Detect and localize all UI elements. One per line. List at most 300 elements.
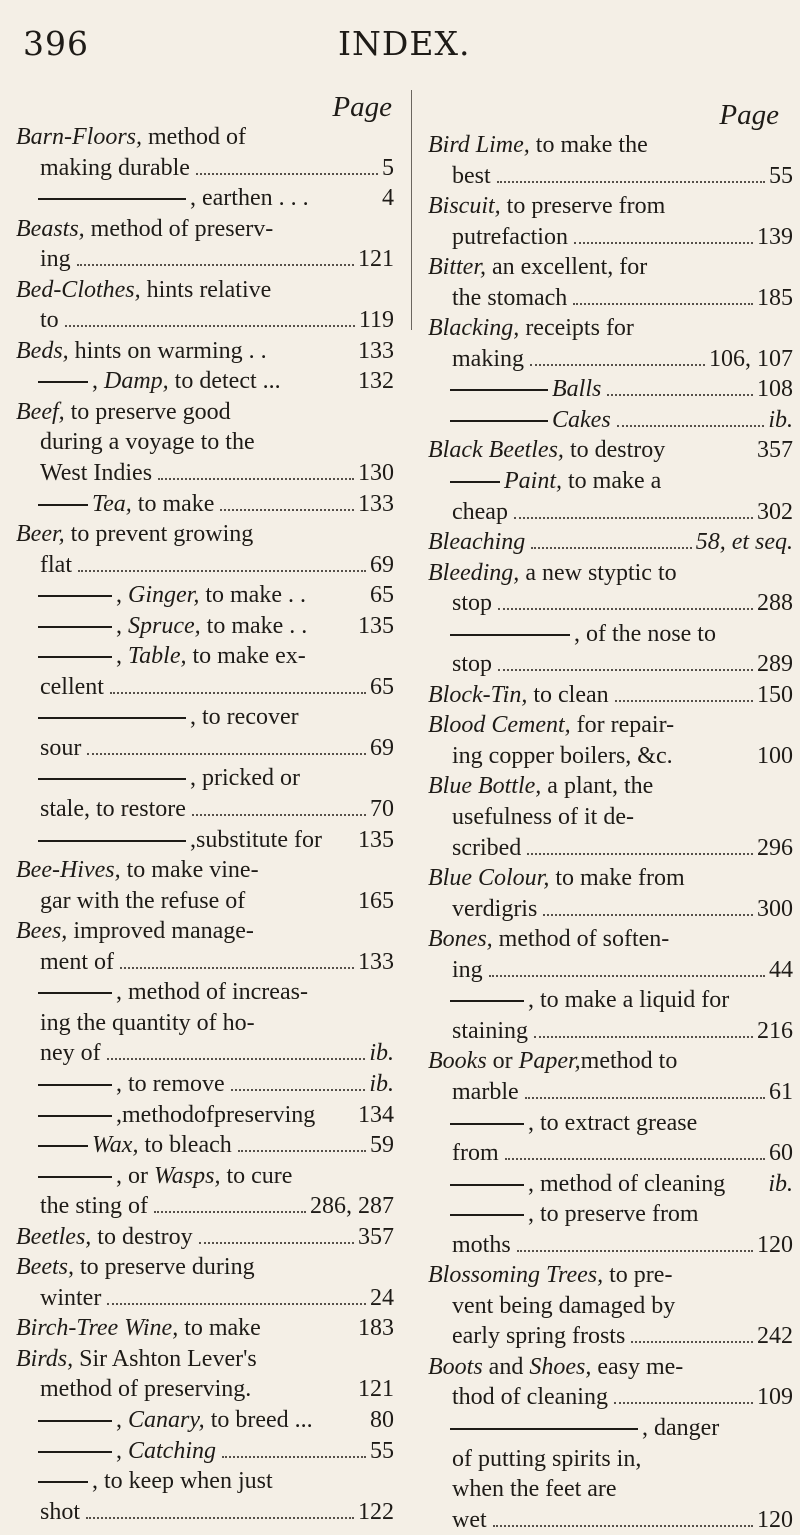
index-text: cellent	[40, 673, 104, 700]
index-text: putrefaction	[452, 223, 568, 250]
page-reference: 65	[370, 673, 394, 700]
ditto-dash	[450, 389, 548, 391]
index-term: Block-Tin,	[428, 681, 528, 708]
page-reference: 121	[358, 1376, 394, 1403]
index-text: , pricked or	[190, 765, 300, 792]
page-reference: 58, et seq.	[695, 529, 793, 556]
index-line	[428, 894, 793, 925]
index-text: to	[40, 307, 59, 334]
dot-leader	[107, 1303, 366, 1305]
page-reference: 70	[370, 796, 394, 823]
index-line	[16, 519, 394, 550]
ditto-dash	[38, 595, 112, 597]
index-term: Beasts,	[16, 215, 85, 242]
index-term: Boots	[428, 1353, 483, 1380]
dot-leader	[615, 700, 753, 702]
index-text: ing copper boilers, &c.	[452, 742, 673, 769]
page-reference: 288	[757, 590, 793, 617]
index-text: , to extract grease	[528, 1109, 698, 1136]
page-header	[0, 18, 800, 68]
index-text: to make ex-	[186, 643, 306, 670]
index-line	[16, 763, 394, 794]
dot-leader	[498, 608, 753, 610]
index-line	[428, 1138, 793, 1169]
ditto-dash	[450, 1000, 524, 1002]
index-text: easy me-	[591, 1353, 684, 1380]
index-term: Birch-Tree Wine,	[16, 1315, 179, 1342]
index-text: ,substitute for	[190, 826, 322, 853]
index-term: Bleeding,	[428, 559, 520, 586]
page-reference: 183	[358, 1315, 394, 1342]
index-term: Bee-Hives,	[16, 857, 121, 884]
index-term: Blue Bottle,	[428, 773, 542, 800]
page-reference: 130	[358, 460, 394, 487]
index-line	[428, 863, 793, 894]
index-line	[16, 153, 394, 184]
index-line	[16, 825, 394, 856]
index-text: cheap	[452, 498, 508, 525]
index-text: ing the quantity of ho-	[40, 1009, 255, 1036]
index-term: Blacking,	[428, 315, 520, 342]
index-term: Biscuit,	[428, 193, 501, 220]
index-text: improved manage-	[67, 918, 254, 945]
index-line	[16, 244, 394, 275]
dot-leader	[87, 753, 366, 755]
page-reference: 120	[757, 1231, 793, 1258]
index-text: , or	[116, 1162, 154, 1189]
index-line	[16, 916, 394, 947]
index-term: Bed-Clothes,	[16, 276, 141, 303]
index-term: Bird Lime,	[428, 132, 530, 158]
index-text: or	[486, 1048, 519, 1075]
dot-leader	[78, 570, 366, 572]
dot-leader	[154, 1211, 306, 1213]
index-text: method of preserv-	[84, 215, 274, 242]
page-reference: 122	[358, 1498, 394, 1525]
index-text: ney of	[40, 1040, 101, 1067]
index-text: , to recover	[190, 704, 299, 731]
index-line	[428, 802, 793, 833]
index-line	[428, 1260, 793, 1291]
index-subterm: Catching	[128, 1437, 216, 1464]
ditto-dash	[38, 992, 112, 994]
index-text: during a voyage to the	[40, 429, 255, 456]
index-text: stop	[452, 651, 493, 678]
index-subterm: Shoes,	[529, 1353, 592, 1380]
index-text: a plant, the	[541, 773, 654, 800]
index-line	[428, 1077, 793, 1108]
dot-leader	[65, 325, 355, 327]
page-reference: ib.	[369, 1040, 394, 1067]
page-reference: 150	[757, 681, 793, 708]
index-text: ,methodofpreserving	[116, 1101, 316, 1128]
page-reference: 357	[358, 1223, 394, 1250]
index-text: ing	[40, 246, 71, 273]
dot-leader	[86, 1517, 354, 1519]
index-text: ,	[116, 582, 128, 609]
page-reference: 133	[358, 490, 394, 517]
index-line	[16, 641, 394, 672]
dot-leader	[498, 669, 753, 671]
index-line	[428, 1046, 793, 1077]
dot-leader	[222, 1456, 366, 1458]
dot-leader	[514, 517, 753, 519]
index-line	[16, 305, 394, 336]
dot-leader	[489, 975, 765, 977]
page-reference: 59	[370, 1132, 394, 1159]
index-line	[428, 619, 793, 650]
index-line	[16, 1161, 394, 1192]
dot-leader	[530, 364, 705, 366]
page-reference: 69	[370, 734, 394, 761]
index-text: , of the nose to	[574, 620, 716, 647]
index-text: to make from	[549, 865, 685, 892]
ditto-dash	[38, 1451, 112, 1453]
page-reference: 65	[370, 582, 394, 609]
dot-leader	[543, 914, 753, 916]
index-line	[428, 955, 793, 986]
index-line	[16, 1405, 394, 1436]
index-line	[16, 1374, 394, 1405]
index-subterm: Wax,	[92, 1132, 139, 1159]
index-text: ,	[92, 368, 104, 395]
index-text: receipts for	[519, 315, 634, 342]
index-text: marble	[452, 1078, 519, 1105]
index-line	[428, 771, 793, 802]
dot-leader	[497, 181, 765, 183]
column-page-label: Page	[332, 91, 392, 123]
index-text: to detect ...	[168, 368, 281, 395]
index-text: to breed ...	[204, 1406, 313, 1433]
dot-leader	[110, 692, 366, 694]
index-line	[428, 924, 793, 955]
index-text: to cure	[220, 1162, 293, 1189]
index-text: of putting spirits in,	[452, 1445, 642, 1472]
page-reference: 61	[769, 1078, 793, 1105]
index-text: to make	[131, 490, 215, 517]
ditto-dash	[38, 1145, 88, 1147]
index-term: Blossoming Trees,	[428, 1262, 604, 1289]
index-text: , danger	[642, 1414, 720, 1441]
index-term: Bitter,	[428, 254, 486, 281]
index-line	[16, 1222, 394, 1253]
index-term: Birds,	[16, 1345, 74, 1372]
index-text: vent being damaged by	[452, 1292, 676, 1319]
index-line	[16, 122, 394, 153]
index-line	[428, 741, 793, 772]
page-reference: 69	[370, 551, 394, 578]
dot-leader	[534, 1036, 753, 1038]
dot-leader	[493, 1525, 753, 1527]
index-term: Bees,	[16, 918, 68, 945]
ditto-dash	[38, 1481, 88, 1483]
page-reference: 135	[358, 826, 394, 853]
index-line	[16, 1466, 394, 1497]
index-text: best	[452, 162, 491, 189]
index-line	[16, 427, 394, 458]
index-text: when the feet are	[452, 1476, 617, 1503]
page-reference: 119	[358, 307, 394, 334]
index-text: scribed	[452, 834, 522, 861]
index-line	[16, 580, 394, 611]
index-line	[16, 458, 394, 489]
column-page-label: Page	[719, 99, 779, 131]
dot-leader	[238, 1150, 366, 1152]
index-line	[428, 1108, 793, 1139]
index-line	[428, 1291, 793, 1322]
dot-leader	[196, 173, 378, 175]
ditto-dash	[38, 778, 186, 780]
index-line	[428, 588, 793, 619]
page-number: 396	[23, 24, 89, 63]
ditto-dash	[450, 1123, 524, 1125]
index-term: Books	[428, 1048, 487, 1075]
page-reference: 302	[757, 498, 793, 525]
ditto-dash	[38, 198, 186, 200]
dot-leader	[607, 394, 753, 396]
dot-leader	[220, 509, 354, 511]
ditto-dash	[38, 626, 112, 628]
index-line	[16, 1252, 394, 1283]
ditto-dash	[38, 1084, 112, 1086]
dot-leader	[192, 814, 366, 816]
index-line	[16, 1191, 394, 1222]
page-reference: 357	[757, 437, 793, 464]
index-subterm: Wasps,	[154, 1162, 221, 1189]
index-term: Bones,	[428, 926, 493, 953]
index-text: to preserve from	[500, 193, 666, 220]
index-subterm: Cakes	[552, 406, 611, 433]
page-reference: 60	[769, 1140, 793, 1167]
dot-leader	[505, 1158, 765, 1160]
index-text: ,	[116, 1437, 128, 1464]
index-line	[428, 374, 793, 405]
index-text: to make	[178, 1315, 261, 1342]
page-reference: 242	[757, 1323, 793, 1350]
index-line	[16, 672, 394, 703]
dot-leader	[517, 1250, 753, 1252]
ditto-dash	[38, 717, 186, 719]
running-title: INDEX.	[338, 24, 471, 63]
page-reference: 133	[358, 337, 394, 364]
page-reference: 4	[382, 185, 394, 212]
index-term: Beds,	[16, 337, 69, 364]
index-text: to preserve good	[64, 398, 231, 425]
dot-leader	[631, 1341, 753, 1343]
index-text: ,	[116, 643, 128, 670]
index-term: Black Beetles,	[428, 437, 564, 464]
index-line	[16, 397, 394, 428]
index-line	[428, 1016, 793, 1047]
ditto-dash	[38, 381, 88, 383]
index-line	[16, 1497, 394, 1528]
index-line	[428, 1352, 793, 1383]
index-line	[16, 611, 394, 642]
index-text: stale, to restore	[40, 796, 186, 823]
index-text: to make vine-	[120, 857, 259, 884]
dot-leader	[107, 1058, 366, 1060]
dot-leader	[525, 1097, 765, 1099]
page-reference: 286, 287	[310, 1193, 394, 1220]
index-line	[428, 283, 793, 314]
index-subterm: Paper,	[518, 1048, 581, 1075]
index-line	[428, 1230, 793, 1261]
page-reference: 289	[757, 651, 793, 678]
page-reference: 55	[769, 162, 793, 189]
index-line	[16, 1436, 394, 1467]
ditto-dash	[38, 656, 112, 658]
index-line	[16, 1100, 394, 1131]
index-line	[428, 1382, 793, 1413]
page-reference: 135	[358, 612, 394, 639]
index-text: to destroy	[91, 1223, 193, 1250]
index-line	[428, 1413, 793, 1444]
page-reference: 185	[757, 284, 793, 311]
index-text: ing	[452, 956, 483, 983]
dot-leader	[617, 425, 765, 427]
index-line	[16, 489, 394, 520]
index-subterm: Ginger,	[128, 582, 200, 609]
index-text: winter	[40, 1284, 102, 1311]
index-line	[428, 405, 793, 436]
dot-leader	[531, 547, 691, 549]
index-text: Sir Ashton Lever's	[73, 1345, 257, 1372]
index-subterm: Paint,	[504, 468, 562, 495]
index-subterm: Canary,	[128, 1406, 205, 1433]
index-text: the stomach	[452, 284, 568, 311]
index-text: , earthen . . .	[190, 185, 309, 212]
page-reference: 120	[757, 1506, 793, 1533]
dot-leader	[120, 967, 354, 969]
index-text: method of preserving.	[40, 1376, 252, 1403]
index-text: making	[452, 345, 524, 372]
index-text: , to keep when just	[92, 1468, 273, 1495]
page-reference: 106, 107	[709, 345, 793, 372]
index-line	[428, 1199, 793, 1230]
column-divider	[411, 90, 412, 330]
index-line	[428, 130, 793, 161]
index-text: ,	[116, 612, 128, 639]
page-reference: 121	[358, 246, 394, 273]
index-text: ment of	[40, 948, 114, 975]
index-text: shot	[40, 1498, 81, 1525]
ditto-dash	[450, 1184, 524, 1186]
index-line	[16, 275, 394, 306]
index-line	[16, 1038, 394, 1069]
page-reference: 100	[757, 742, 793, 769]
dot-leader	[199, 1242, 354, 1244]
index-text: moths	[452, 1231, 511, 1258]
index-line	[428, 252, 793, 283]
index-line	[16, 336, 394, 367]
index-line	[428, 313, 793, 344]
index-subterm: Table,	[128, 643, 187, 670]
index-line	[16, 1130, 394, 1161]
index-text: to make . .	[200, 612, 308, 639]
index-line	[428, 680, 793, 711]
index-text: , to make a liquid for	[528, 987, 730, 1014]
index-line	[16, 1344, 394, 1375]
index-text: to pre-	[603, 1262, 673, 1289]
index-line	[428, 344, 793, 375]
index-text: to bleach	[138, 1132, 232, 1159]
index-text: from	[452, 1140, 499, 1167]
index-text: usefulness of it de-	[452, 804, 634, 831]
page-reference: ib.	[768, 406, 793, 433]
dot-leader	[231, 1089, 366, 1091]
ditto-dash	[38, 1115, 112, 1117]
ditto-dash	[38, 504, 88, 506]
index-text: , method of cleaning	[528, 1170, 726, 1197]
dot-leader	[573, 303, 753, 305]
page-reference: 5	[382, 154, 394, 181]
ditto-dash	[38, 1176, 112, 1178]
page-reference: 108	[757, 376, 793, 403]
index-term: Beets,	[16, 1254, 74, 1281]
index-line	[428, 833, 793, 864]
index-subterm: Spruce,	[128, 612, 201, 639]
index-text: method of soften-	[492, 926, 670, 953]
index-line	[428, 649, 793, 680]
index-term: Beef,	[16, 398, 65, 425]
index-line	[428, 466, 793, 497]
index-text: early spring frosts	[452, 1323, 626, 1350]
index-text: , method of increas-	[116, 979, 308, 1006]
index-text: ,	[116, 1406, 128, 1433]
index-line	[428, 161, 793, 192]
index-line	[16, 794, 394, 825]
index-text: wet	[452, 1506, 487, 1533]
index-line	[428, 222, 793, 253]
index-line	[16, 183, 394, 214]
index-line	[428, 558, 793, 589]
index-text: making durable	[40, 154, 190, 181]
page-reference: 44	[769, 956, 793, 983]
page-reference: 139	[757, 223, 793, 250]
index-text: to preserve during	[73, 1254, 255, 1281]
index-text: an excellent, for	[486, 254, 648, 281]
index-line	[16, 733, 394, 764]
page-reference: 109	[757, 1384, 793, 1411]
index-line	[16, 1313, 394, 1344]
ditto-dash	[450, 1428, 638, 1430]
index-text: the sting of	[40, 1193, 148, 1220]
index-line	[428, 527, 793, 558]
index-text: stop	[452, 590, 493, 617]
index-line	[16, 1283, 394, 1314]
dot-leader	[614, 1402, 753, 1404]
index-line	[428, 1505, 793, 1535]
index-text: thod of cleaning	[452, 1384, 608, 1411]
page-reference: 165	[358, 887, 394, 914]
index-subterm: Damp,	[104, 368, 169, 395]
ditto-dash	[450, 481, 500, 483]
index-text: to make the	[529, 132, 648, 158]
index-line	[16, 702, 394, 733]
index-line	[16, 1008, 394, 1039]
index-line	[16, 977, 394, 1008]
index-text: to destroy	[563, 437, 666, 464]
dot-leader	[574, 242, 753, 244]
page-reference: ib.	[369, 1070, 394, 1097]
index-line	[428, 1474, 793, 1505]
index-term: Beetles,	[16, 1223, 92, 1250]
page-reference: 296	[757, 834, 793, 861]
index-text: hints on warming . .	[68, 337, 267, 364]
index-line	[16, 214, 394, 245]
index-subterm: Balls	[552, 376, 602, 403]
page-reference: 300	[757, 895, 793, 922]
